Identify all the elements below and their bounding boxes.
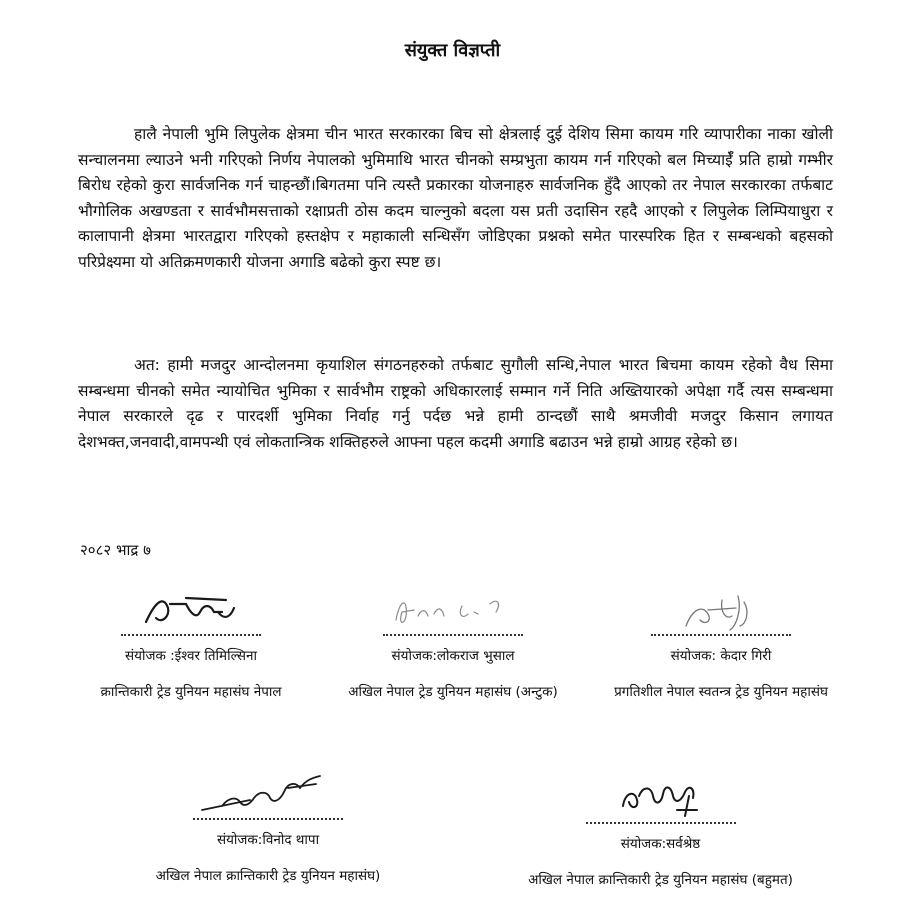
signatory-block-4 <box>118 770 418 884</box>
statement-date: २०८२ भाद्र ७ <box>80 541 151 559</box>
body-paragraph-1: हालै नेपाली भुमि लिपुलेक क्षेत्रमा चीन भारत सरकारका बिच सो क्षेत्रलाई दुई देशिय सिमा कायम गरि व्यापारीका नाका खोली सन्चालनमा ल्याउने भनी गरिएको निर्णय नेपालको भुमिमाथि भारत चीनको सम्प्रभुता कायम गर्न गरिएको बल मिच्याईँ प्रति हाम्रो गम्भीर बिरोध रहेको कुरा सार्वजनिक गर्न चाहन्छौं।बिगतमा पनि त्यस्तै प्रकारका योजनाहरु सार्वजनिक हुँदै आएको तर नेपाल सरकारका तर्फबाट भौगोलिक अखण्डता र सार्वभौमसत्ताको रक्षाप्रती ठोस कदम चाल्नुको बदला यस प्रती उदासिन रहदै आएको र लिपुलेक लिम्पियाधुरा र कालापानी क्षेत्रमा भारतद्वारा गरिएको हस्तक्षेप र महाकाली सन्धिसँग जोडिएका प्रश्नको समेत पारस्परिक हित र सम्बन्धको बहसको परिप्रेक्ष्यमा यो अतिक्रमणकारी योजना अगाडि बढेको कुरा स्पष्ट छ। <box>78 125 833 271</box>
handwritten-signature-1 <box>126 590 256 634</box>
handwritten-signature-4 <box>188 770 348 818</box>
signatory-org-3: प्रगतिशील नेपाल स्वतन्त्र ट्रेड युनियन महासंघ <box>614 684 828 700</box>
handwritten-signature-3 <box>646 590 796 634</box>
signatory-org-5: अखिल नेपाल क्रान्तिकारी ट्रेड युनियन महासंघ (बहुमत) <box>528 872 793 888</box>
signatory-org-2: अखिल नेपाल ट्रेड युनियन महासंघ (अन्टुक) <box>348 684 558 700</box>
signatory-block-2 <box>322 590 584 700</box>
signatory-org-1: क्रान्तिकारी ट्रेड युनियन महासंघ नेपाल <box>100 684 282 700</box>
body-paragraph-2: अत: हामी मजदुर आन्दोलनमा कृयाशिल संगठनहरुको तर्फबाट सुगौली सन्धि,नेपाल भारत बिचमा कायम रहेको वैध सिमा सम्बन्धमा चीनको समेत न्यायोचित भुमिका र सार्वभौम राष्ट्रको अधिकारलाई सम्मान गर्ने निति अख्तियारको अपेक्षा गर्दै त्यस सम्बन्धमा नेपाल सरकारले दृढ र पारदर्शी भुमिका निर्वाह गर्नु पर्दछ भन्ने हामी ठान्दछौं साथै श्रमजीवी मजदुर किसान लगायत देशभक्त,जनवादी,वामपन्थी एवं लोकतान्त्रिक शक्तिहरुले आफ्ना पहल कदमी अगाडि बढाउन भन्ने हाम्रो आग्रह रहेको छ। <box>78 356 833 451</box>
signatory-role-5: संयोजक:सर्वश्रेष्ठ <box>620 836 701 852</box>
page-title: संयुक्त विज्ञप्ती <box>404 40 501 61</box>
signatory-org-4: अखिल नेपाल क्रान्तिकारी ट्रेड युनियन महासंघ) <box>155 868 381 884</box>
signatory-block-1 <box>75 590 307 700</box>
signatory-role-1: संयोजक :ईश्वर तिमिल्सिना <box>125 648 257 664</box>
handwritten-signature-2 <box>378 590 528 634</box>
signatory-role-3: संयोजक: केदार गिरी <box>670 648 772 664</box>
signatory-block-5 <box>488 770 833 888</box>
signatory-role-2: संयोजक:लोकराज भुसाल <box>391 648 515 664</box>
signatory-role-4: संयोजक:विनोद थापा <box>216 832 320 848</box>
handwritten-signature-5 <box>581 770 741 822</box>
signatory-block-3 <box>590 590 852 700</box>
